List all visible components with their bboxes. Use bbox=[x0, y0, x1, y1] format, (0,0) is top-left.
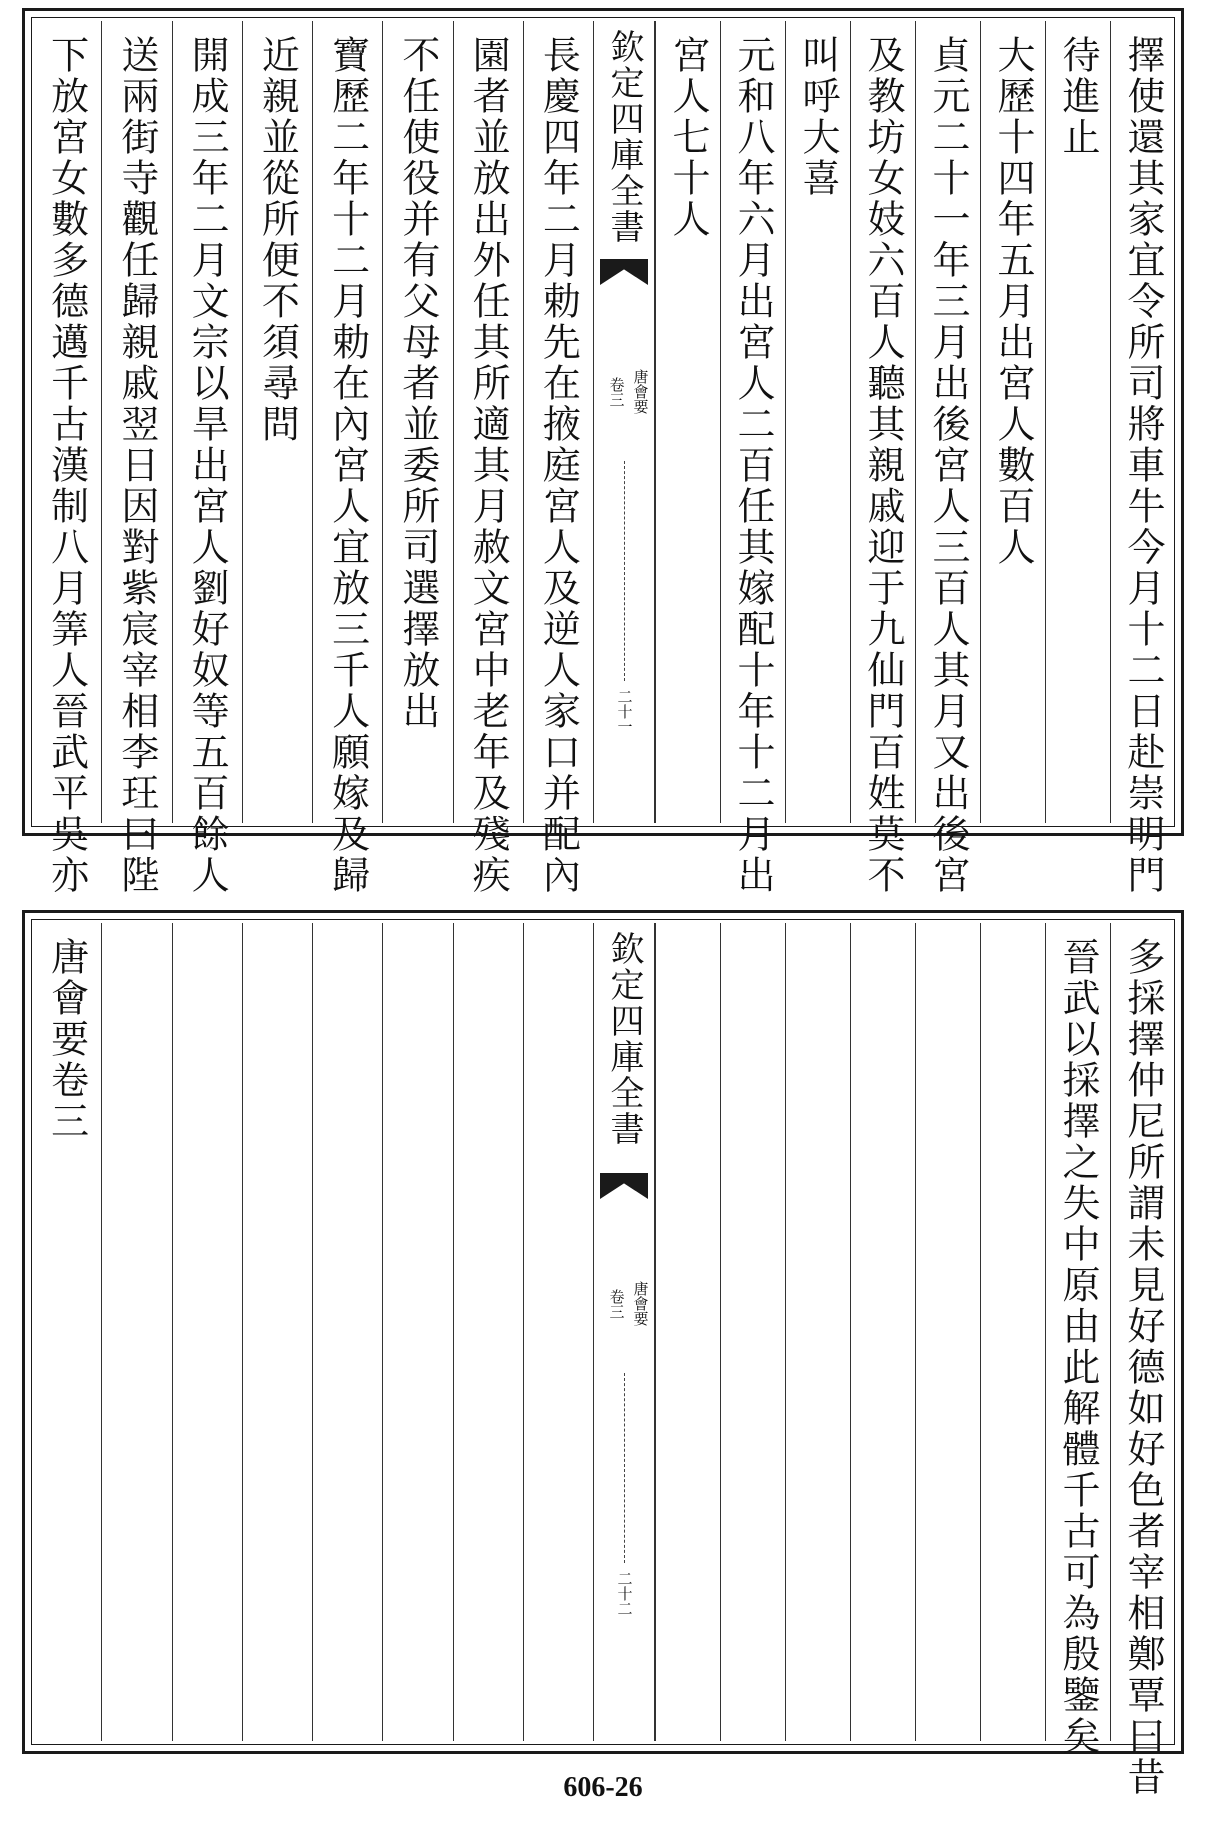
top_page-column bbox=[655, 21, 720, 823]
bottom_page-column bbox=[1045, 923, 1110, 1757]
bottom-fish-tail bbox=[600, 1173, 648, 1199]
bottom_page-column bbox=[655, 923, 720, 1741]
bottom_page-column bbox=[980, 923, 1045, 1741]
bottom_page-column bbox=[172, 923, 242, 1741]
bottom-folio: 二十二 bbox=[615, 1571, 634, 1616]
column-text: 不任使役并有父母者並委所司選擇放出 bbox=[395, 35, 440, 732]
column-text: 唐會要卷三 bbox=[44, 937, 89, 1142]
bottom_page-column bbox=[31, 923, 101, 1741]
top_page-column bbox=[172, 21, 242, 896]
top-page bbox=[22, 8, 1184, 896]
column-text: 大歷十四年五月出宮人數百人 bbox=[991, 35, 1035, 568]
column-text: 多採擇仲尼所謂未見好德如好色者宰相鄭覃曰昔 bbox=[1121, 937, 1165, 1798]
top_page-column bbox=[242, 21, 312, 823]
column-text: 元和八年六月出宮人二百任其嫁配十年十二月出 bbox=[731, 35, 775, 896]
column-text: 晉武以採擇之失中原由此解體千古可為殷鑒矣 bbox=[1056, 937, 1100, 1757]
top_page-column bbox=[312, 21, 382, 896]
column-text: 宮人七十人 bbox=[666, 35, 710, 240]
bottom_page-column bbox=[785, 923, 850, 1741]
top_page-column bbox=[382, 21, 452, 823]
top_page-column bbox=[31, 21, 101, 896]
bottom-juan: 卷三 bbox=[607, 1289, 626, 1319]
column-text: 開成三年二月文宗以旱出宮人劉好奴等五百餘人 bbox=[185, 35, 230, 896]
top-folio: 二十一 bbox=[615, 689, 634, 734]
top-work-title: 唐會要 bbox=[631, 369, 650, 414]
top_page-column bbox=[850, 21, 915, 896]
column-text: 叫呼大喜 bbox=[796, 35, 840, 199]
bottom_page-column bbox=[915, 923, 980, 1741]
top_page-column bbox=[720, 21, 785, 896]
column-text: 送兩街寺觀任歸親戚翌日因對紫宸宰相李玨曰陛 bbox=[114, 35, 159, 896]
column-text: 下放宮女數多德邁千古漢制八月筭人晉武平吳亦 bbox=[44, 35, 89, 896]
bottom_page-column bbox=[382, 923, 452, 1741]
top-fish-tail bbox=[600, 259, 648, 285]
column-text: 近親並從所便不須尋問 bbox=[255, 35, 300, 445]
bottom_page-column bbox=[1110, 923, 1175, 1798]
top-center-column bbox=[593, 21, 655, 823]
top-book-title: 欽定四庫全書 bbox=[604, 29, 644, 245]
column-text: 園者並放出外任其所適其月赦文宮中老年及殘疾 bbox=[466, 35, 511, 896]
top_page-column bbox=[1110, 21, 1175, 896]
bottom_page-column bbox=[850, 923, 915, 1741]
column-text: 待進止 bbox=[1056, 35, 1100, 158]
bottom_page-column bbox=[101, 923, 171, 1741]
top_page-column bbox=[453, 21, 523, 896]
column-text: 及教坊女妓六百人聽其親戚迎于九仙門百姓莫不 bbox=[861, 35, 905, 896]
top_page-column bbox=[523, 21, 593, 896]
bottom-book-title: 欽定四庫全書 bbox=[604, 931, 644, 1147]
top-juan: 卷三 bbox=[607, 377, 626, 407]
top_page-column bbox=[785, 21, 850, 823]
top_page-column bbox=[915, 21, 980, 896]
column-text: 寶歷二年十二月勅在內宮人宜放三千人願嫁及歸 bbox=[325, 35, 370, 896]
bottom_page-column bbox=[312, 923, 382, 1741]
bottom_page-column bbox=[242, 923, 312, 1741]
bottom-center-column bbox=[593, 923, 655, 1741]
page-number: 606-26 bbox=[563, 1772, 643, 1803]
column-text: 長慶四年二月勅先在掖庭宮人及逆人家口并配內 bbox=[536, 35, 581, 896]
top_page-column bbox=[1045, 21, 1110, 823]
column-text: 擇使還其家宜令所司將車牛今月十二日赴崇明門 bbox=[1121, 35, 1165, 896]
top_page-column bbox=[101, 21, 171, 896]
column-text: 貞元二十一年三月出後宮人三百人其月又出後宮 bbox=[926, 35, 970, 896]
bottom_page-column bbox=[720, 923, 785, 1741]
bottom_page-column bbox=[453, 923, 523, 1741]
bottom_page-column bbox=[523, 923, 593, 1741]
bottom-work-title: 唐會要 bbox=[631, 1281, 650, 1326]
top_page-column bbox=[980, 21, 1045, 823]
